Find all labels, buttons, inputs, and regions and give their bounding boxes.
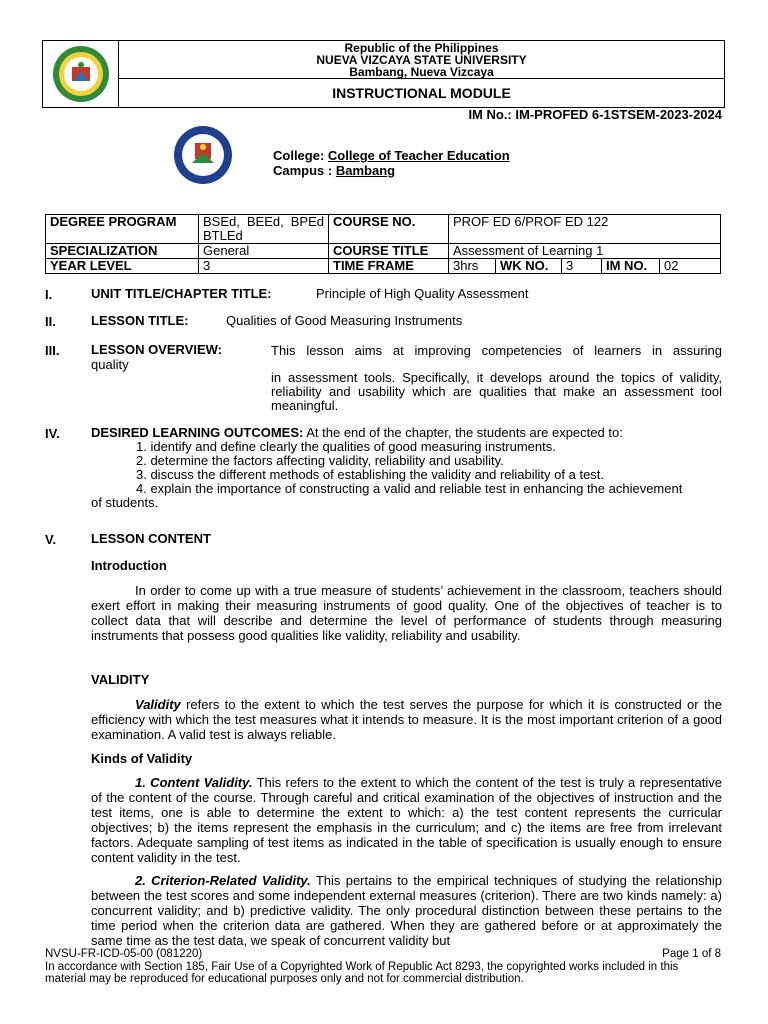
campus-location: Bambang, Nueva Vizcaya	[349, 65, 494, 79]
im-label: IM NO.	[602, 259, 660, 274]
content-validity-term: 1. Content Validity.	[135, 775, 253, 790]
course-title-value: Assessment of Learning 1	[449, 244, 721, 259]
section-4-label: DESIRED LEARNING OUTCOMES:	[91, 425, 304, 440]
page-footer	[45, 948, 721, 986]
form-code: NVSU-FR-ICD-05-00 (081220)	[45, 948, 203, 960]
wk-value: 3	[562, 259, 602, 274]
outcome-4-cont: of students.	[91, 495, 159, 510]
validity-heading: VALIDITY	[91, 672, 150, 687]
time-value: 3hrs	[449, 259, 496, 274]
section-2-label: LESSON TITLE:	[91, 313, 189, 328]
campus-label: Campus :	[273, 163, 333, 178]
year-label: YEAR LEVEL	[46, 259, 199, 274]
document-header	[42, 40, 725, 108]
degree-value: BSEd, BEEd, BPEd BTLEd	[199, 215, 329, 244]
university-logo-cell	[43, 41, 119, 107]
criterion-validity-paragraph	[91, 873, 722, 948]
section-3-line2: in assessment tools. Specifically, it develops around the topics of validity, reliability and usability which are qualities that make an assessment tool meaningful.	[271, 370, 722, 413]
im-number: IM No.: IM-PROFED 6-1STSEM-2023-2024	[468, 107, 722, 122]
section-1-value: Principle of High Quality Assessment	[316, 286, 529, 301]
module-title: INSTRUCTIONAL MODULE	[332, 85, 511, 101]
college-info	[273, 148, 510, 178]
table-row	[46, 244, 721, 259]
section-2-number: II.	[45, 314, 56, 329]
college-value: College of Teacher Education	[327, 148, 510, 163]
introduction-text: In order to come up with a true measure of students’ achievement in the classroom, teachers should exert effort in making their measuring instruments of good quality. One of the objectives of teacher is to collect data that will describe and determine the level of performance of students through measuring instruments that possess good qualities like validity, reliability and usability.	[91, 583, 722, 643]
republic-line: Republic of the Philippines	[344, 41, 499, 55]
course-info-table	[45, 214, 721, 274]
college-seal-icon	[168, 125, 238, 185]
section-3-line1: This lesson aims at improving competencies of learners in assuring	[271, 343, 722, 358]
outcome-4: 4. explain the importance of constructing a valid and reliable test in enhancing the achievement	[136, 481, 683, 496]
table-row	[46, 215, 721, 244]
section-3-label: LESSON OVERVIEW:	[91, 342, 222, 357]
university-name: NUEVA VIZCAYA STATE UNIVERSITY	[316, 53, 527, 67]
page-number: Page 1 of 8	[662, 948, 721, 960]
outcome-2: 2. determine the factors affecting validity, reliability and usability.	[136, 453, 504, 468]
campus-value: Bambang	[335, 163, 396, 178]
im-value: 02	[660, 259, 721, 274]
section-2-value: Qualities of Good Measuring Instruments	[226, 313, 463, 328]
section-3-number: III.	[45, 343, 60, 358]
section-5-label: LESSON CONTENT	[91, 531, 211, 546]
section-4-heading	[91, 426, 623, 440]
criterion-validity-text: This pertains to the empirical techniques of studying the relationship between the test scores and some independent external measures (criterion). There are two kinds namely: a) concurrent validity; and b) predictive validity. The only procedural distinction between these pertains to the time period when the criterion data are gathered. When they are gathered before or at approximately the same time as the test data, we speak of concurrent validity but	[91, 873, 722, 948]
degree-label: DEGREE PROGRAM	[46, 215, 199, 244]
year-value: 3	[199, 259, 329, 274]
section-3-line1b: quality	[91, 357, 129, 372]
wk-label: WK NO.	[496, 259, 562, 274]
time-label: TIME FRAME	[329, 259, 449, 274]
outcome-3: 3. discuss the different methods of establishing the validity and reliability of a test.	[136, 467, 605, 482]
outcome-1: 1. identify and define clearly the qualities of good measuring instruments.	[136, 439, 556, 454]
section-4-number: IV.	[45, 426, 60, 441]
validity-term: Validity	[135, 697, 181, 712]
section-5-number: V.	[45, 532, 57, 547]
section-1-number: I.	[45, 287, 53, 302]
course-no-value: PROF ED 6/PROF ED 122	[449, 215, 721, 244]
university-seal-icon	[52, 45, 110, 103]
course-title-label: COURSE TITLE	[329, 244, 449, 259]
section-4-intro: At the end of the chapter, the students are expected to:	[303, 425, 623, 440]
section-1-label: UNIT TITLE/CHAPTER TITLE:	[91, 286, 272, 301]
university-title	[119, 41, 724, 79]
content-validity-paragraph	[91, 775, 722, 865]
kinds-heading: Kinds of Validity	[91, 751, 193, 766]
course-no-label: COURSE NO.	[329, 215, 449, 244]
content-validity-text: This refers to the extent to which the content of the test is truly a representative of the content of the course. Through careful and critical examination of the objectives of instruction and the test items, one is able to determine the extent to which: a) the test content represents the curricular objectives; b) the items represent the emphasis in the curriculum; and c) the items are free from irrelevant factors. Adequate sampling of test items as indicated in the table of specification is usually enough to ensure content validity in the test.	[91, 775, 722, 865]
college-label: College:	[273, 148, 325, 163]
spec-label: SPECIALIZATION	[46, 244, 199, 259]
spec-value: General	[199, 244, 329, 259]
validity-paragraph	[91, 697, 722, 742]
table-row	[46, 259, 721, 274]
criterion-validity-term: 2. Criterion-Related Validity.	[135, 873, 311, 888]
introduction-heading: Introduction	[91, 558, 167, 573]
validity-text: refers to the extent to which the test serves the purpose for which it is constructed or the efficiency with which the test measures what it intends to measure. It is the most important criterion of a good examination. A valid test is always reliable.	[91, 697, 722, 742]
copyright-notice: In accordance with Section 185, Fair Use of a Copyrighted Work of Republic Act 8293, the copyrighted works included in this material may be reproduced for educational purposes only and not for commercial distribution.	[45, 960, 679, 985]
